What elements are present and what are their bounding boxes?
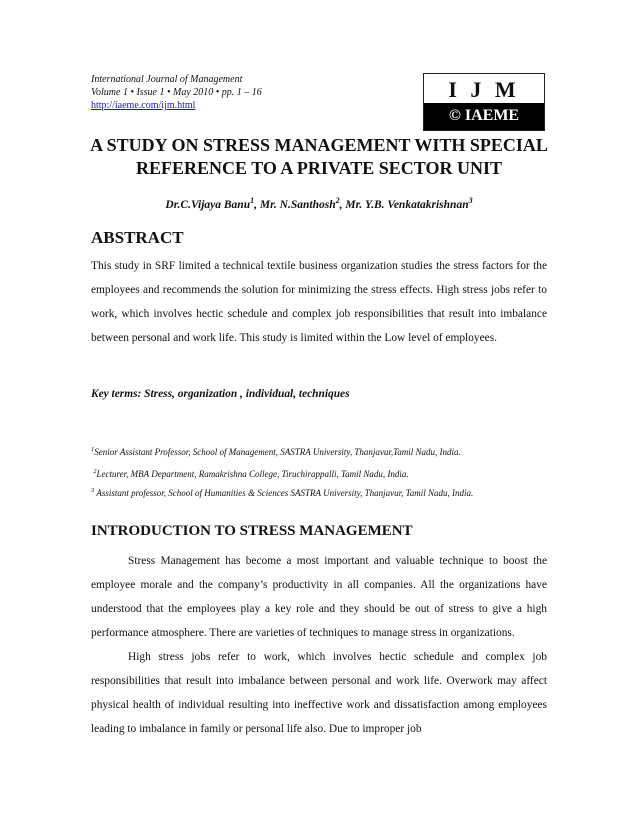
journal-logo — [423, 73, 545, 131]
journal-url-link[interactable]: http://iaeme.com/ijm.html — [91, 100, 196, 111]
author-affiliation-mark: 1 — [250, 196, 255, 205]
logo-copyright-text: © IAEME — [424, 103, 544, 130]
paper-title: A STUDY ON STRESS MANAGEMENT WITH SPECIAL REFERENCE TO A PRIVATE SECTOR UNIT — [90, 135, 548, 178]
journal-header — [91, 73, 262, 112]
abstract-heading: ABSTRACT — [91, 228, 184, 247]
author-affiliation-mark: 2 — [335, 196, 340, 205]
affiliation-note: $^2$Lecturer, MBA Department, Ramakrishna College, Tiruchirappalli, Tamil Nadu, India. — [93, 468, 409, 479]
introduction-heading: INTRODUCTION TO STRESS MANAGEMENT — [91, 523, 413, 539]
journal-issue: Volume 1 • Issue 1 • May 2010 • pp. 1 – 16 — [91, 87, 262, 98]
affiliation-note: $^3$ Assistant professor, School of Humanities & Sciences SASTRA University, Thanjavur, Tamil Nadu, India. — [91, 487, 474, 498]
key-terms: Key terms: Stress, organization , individual, techniques — [91, 388, 350, 400]
author-name: Mr. Y.B. Venkatakrishnan — [345, 198, 469, 211]
abstract-text: This study in SRF limited a technical textile business organization studies the stress factors for the employees and recommends the solution for minimizing the stress effects. High stress jobs refer to work, which involves hectic schedule and complex job responsibilities that result into imbalance between personal and work life. This study is limited within the Low level of employees. — [91, 260, 547, 344]
introduction-body — [91, 549, 547, 741]
author-name: Dr.C.Vijaya Banu — [165, 198, 251, 211]
logo-ijm-text: I J M — [424, 74, 544, 103]
journal-name: International Journal of Management — [91, 74, 243, 85]
author-line: Dr.C.Vijaya Banu$^1$, Mr. N.Santhosh$^2$, Mr. Y.B. Venkatakrishnan$^3$ — [165, 196, 473, 211]
introduction-paragraph: Stress Management has become a most important and valuable technique to boost the employee morale and the company’s productivity in all companies. All the organizations have understood that the employees play a key role and they should be out of stress to give a high performance atmosphere. There are varieties of techniques to manage stress in organizations. — [91, 555, 547, 639]
author-affiliation-mark: 3 — [468, 196, 473, 205]
author-name: Mr. N.Santhosh — [259, 198, 336, 211]
affiliation-note: $^1$Senior Assistant Professor, School of Management, SASTRA University, Thanjavur,Tamil Nadu, India. — [91, 446, 461, 457]
introduction-paragraph: High stress jobs refer to work, which involves hectic schedule and complex job responsibilities that result into imbalance between personal and work life. Overwork may affect physical health of individual resulting into ineffective work and dissatisfaction among employees leading to imbalance in family or personal life also. Due to improper job — [91, 651, 547, 735]
